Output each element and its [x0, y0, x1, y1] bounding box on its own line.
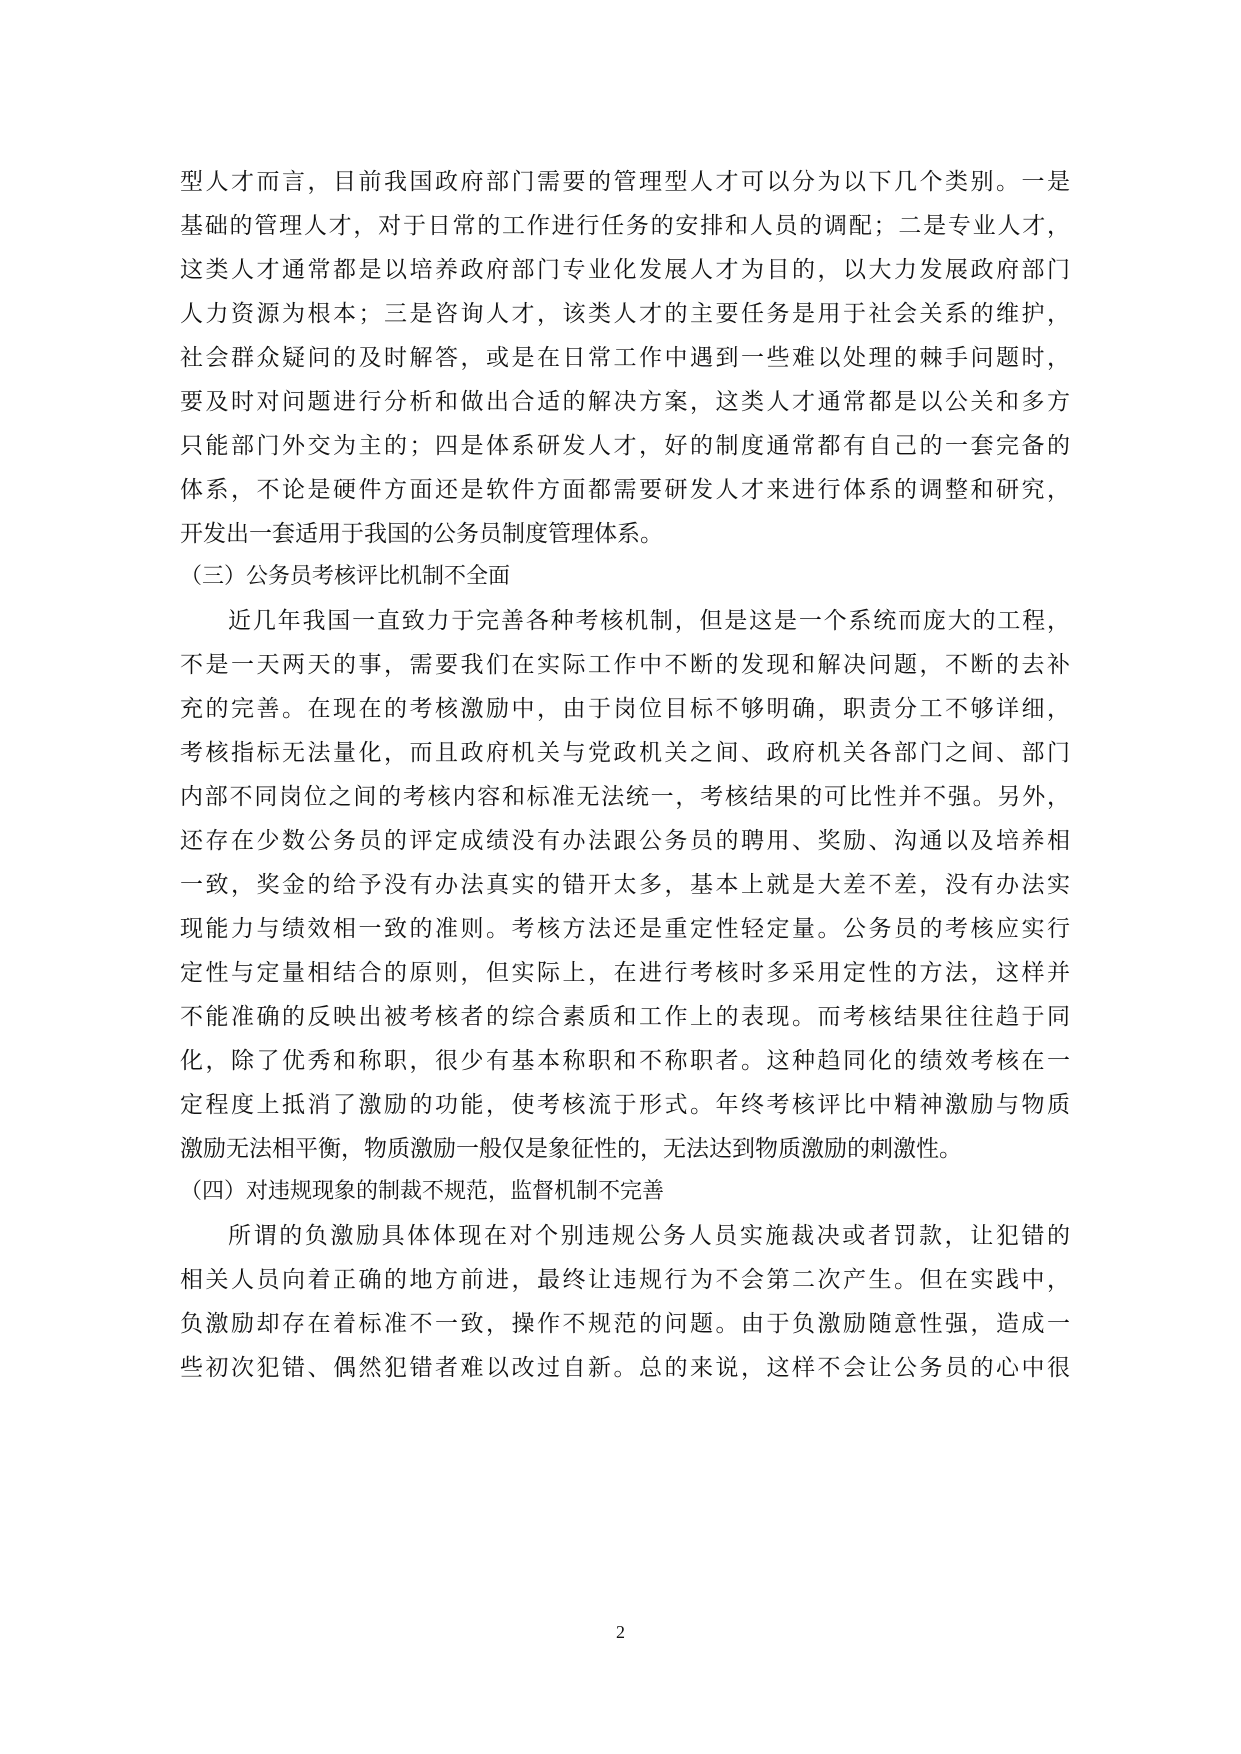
- body-text-line: 只能部门外交为主的；四是体系研发人才，好的制度通常都有自己的一套完备的: [180, 433, 1070, 459]
- body-text-line: 定程度上抵消了激励的功能，使考核流于形式。年终考核评比中精神激励与物质: [180, 1092, 1070, 1118]
- body-text-line: 化，除了优秀和称职，很少有基本称职和不称职者。这种趋同化的绩效考核在一: [180, 1048, 1070, 1074]
- page-number: 2: [616, 1622, 625, 1642]
- body-text-line: 不能准确的反映出被考核者的综合素质和工作上的表现。而考核结果往往趋于同: [180, 1004, 1070, 1030]
- body-text-line: 考核指标无法量化，而且政府机关与党政机关之间、政府机关各部门之间、部门: [180, 740, 1070, 766]
- section-heading: （四）对违规现象的制裁不规范，监督机制不完善: [180, 1179, 665, 1204]
- body-text-line: 人力资源为根本；三是咨询人才，该类人才的主要任务是用于社会关系的维护，: [180, 301, 1070, 327]
- body-text-line: 相关人员向着正确的地方前进，最终让违规行为不会第二次产生。但在实践中，: [180, 1267, 1070, 1293]
- body-text-line: 激励无法相平衡，物质激励一般仅是象征性的，无法达到物质激励的刺激性。: [180, 1136, 962, 1162]
- body-text-line: 社会群众疑问的及时解答，或是在日常工作中遇到一些难以处理的棘手问题时，: [180, 345, 1070, 371]
- body-text-line: 些初次犯错、偶然犯错者难以改过自新。总的来说，这样不会让公务员的心中很: [180, 1355, 1070, 1381]
- body-text-line: 现能力与绩效相一致的准则。考核方法还是重定性轻定量。公务员的考核应实行: [180, 916, 1070, 942]
- paragraph-first-line: 所谓的负激励具体体现在对个别违规公务人员实施裁决或者罚款，让犯错的: [228, 1223, 1070, 1249]
- body-text-line: 不是一天两天的事，需要我们在实际工作中不断的发现和解决问题，不断的去补: [180, 652, 1070, 678]
- body-text-line: 负激励却存在着标准不一致，操作不规范的问题。由于负激励随意性强，造成一: [180, 1311, 1070, 1337]
- body-text-line: 这类人才通常都是以培养政府部门专业化发展人才为目的，以大力发展政府部门: [180, 257, 1070, 283]
- body-text-line: 充的完善。在现在的考核激励中，由于岗位目标不够明确，职责分工不够详细，: [180, 696, 1070, 722]
- paragraph-first-line: 近几年我国一直致力于完善各种考核机制，但是这是一个系统而庞大的工程，: [228, 608, 1070, 634]
- body-text-line: 开发出一套适用于我国的公务员制度管理体系。: [180, 521, 663, 547]
- body-text-line: 基础的管理人才，对于日常的工作进行任务的安排和人员的调配；二是专业人才，: [180, 213, 1070, 239]
- body-text-line: 内部不同岗位之间的考核内容和标准无法统一，考核结果的可比性并不强。另外，: [180, 784, 1070, 810]
- body-text-line: 型人才而言，目前我国政府部门需要的管理型人才可以分为以下几个类别。一是: [180, 169, 1070, 195]
- body-text-line: 一致，奖金的给予没有办法真实的错开太多，基本上就是大差不差，没有办法实: [180, 872, 1070, 898]
- body-text-line: 体系，不论是硬件方面还是软件方面都需要研发人才来进行体系的调整和研究，: [180, 477, 1070, 503]
- body-text-line: 定性与定量相结合的原则，但实际上，在进行考核时多采用定性的方法，这样并: [180, 960, 1070, 986]
- section-heading: （三）公务员考核评比机制不全面: [180, 564, 511, 589]
- body-text-line: 还存在少数公务员的评定成绩没有办法跟公务员的聘用、奖励、沟通以及培养相: [180, 828, 1070, 854]
- body-text-line: 要及时对问题进行分析和做出合适的解决方案，这类人才通常都是以公关和多方: [180, 389, 1070, 415]
